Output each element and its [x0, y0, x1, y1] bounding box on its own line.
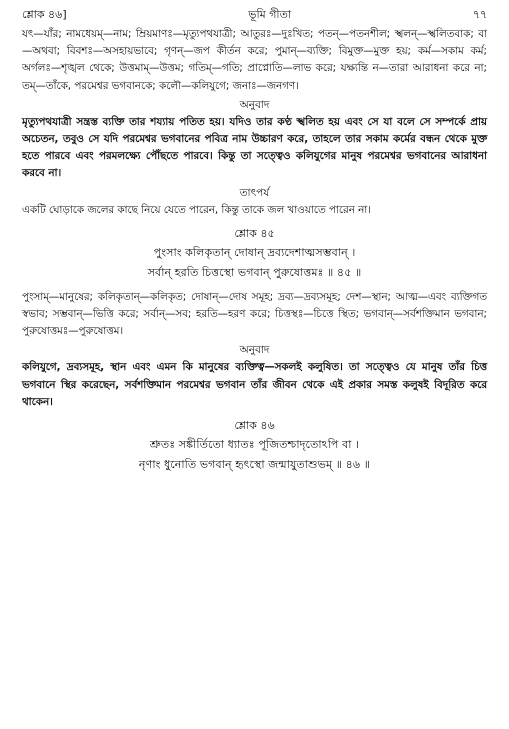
verse-46-line-1: শ্রুতঃ সঙ্কীর্তিতো ধ্যাতঃ পূজিতশ্চাদৃতোঽপি বা । — [149, 438, 360, 452]
translation-heading: অনুবাদ — [239, 98, 270, 111]
synonyms-paragraph-45: পুংসাম্—মানুষের; কলিকৃতান্—কলিকৃত; দোষান্—দোষ সমূহ; দ্রব্য—দ্রব্যসমূহ; দেশ—স্থান; আত্ম—এবং ব্যক্তিগত স্বভাব; সম্ভবান্—ভিত্তি করে; সর্বান্—সব; হরতি—হরণ করে; চিত্তস্থঃ—চিত্তে স্থিত; ভগবান্—সর্বশক্তিমান ভগবান; পুরুষোত্তমঃ—পুরুষোত্তম। — [22, 290, 487, 338]
translation-paragraph-45: কলিযুগে, দ্রব্যসমূহ, স্থান এবং এমন কি মানুষের ব্যক্তিত্ব—সকলই কলুষিত। তা সত্ত্বেও যে মানুষ তাঁর চিত্ত ভগবানে স্থির করেছেন, সর্বশক্তিমান পরমেশ্বর ভগবান তাঁর জীবন থেকে এই প্রকার সমস্ত কলুষই বিদূরিত করে থাকেন। — [22, 361, 487, 408]
header-verse-ref: শ্লোক ৪৬] — [22, 8, 67, 21]
page-header — [22, 4, 487, 26]
purport-paragraph: একটি ঘোড়াকে জলের কাছে নিয়ে যেতে পারেন, কিন্তু তাকে জল খাওয়াতে পারেন না। — [22, 203, 371, 216]
verse-45-line-2: সর্বান্ হরতি চিত্তস্থো ভগবান্ পুরুষোত্তমঃ ॥ ৪৫ ॥ — [147, 265, 362, 279]
verse-45-line-1: পুংসাং কলিকৃতান্ দোষান্ দ্রব্যদেশাত্মসম্ভবান্ । — [153, 245, 356, 259]
verse-46-line-2: নৃণাং ধুনোতি ভগবান্ হৃৎস্থো জন্মাযুতাশুভম্ ॥ ৪৬ ॥ — [138, 458, 371, 472]
page-number: ৭৭ — [472, 8, 487, 21]
verse-45-heading: শ্লোক ৪৫ — [234, 226, 275, 240]
purport-heading: তাৎপর্য — [239, 186, 270, 199]
translation-paragraph-44: মৃত্যুপথযাত্রী সন্ত্রস্ত ব্যক্তি তার শয্যায় পতিত হয়। যদিও তার কণ্ঠ স্খলিত হয় এবং সে যা বলে সে সম্পর্কে প্রায় অচেতন, তবুও সে যদি পরমেশ্বর ভগবানের পবিত্র নাম উচ্চারণ করে, তাহলে তার সকাম কর্মের বন্ধন থেকে মুক্ত হতে পারবে এবং পরমলক্ষ্যে পৌঁছতে পারবে। কিন্তু তা সত্ত্বেও কলিযুগের মানুষ পরমেশ্বর ভগবানের আরাধনা করবে না। — [22, 115, 487, 180]
verse-46-heading: শ্লোক ৪৬ — [234, 419, 275, 433]
synonyms-paragraph-44: যৎ—যাঁর; নামধেয়ম্—নাম; ম্রিয়মাণঃ—মৃত্যুপথযাত্রী; আতুরঃ—দুঃখিত; পতন্—পতনশীল; স্খলন্—স্খলিতবাক; বা—অথবা; বিবশঃ—অসহায়ভাবে; গৃণন্—জপ কীর্তন করে; পুমান্—ব্যক্তি; বিমুক্ত—মুক্ত হয়; কর্ম—সকাম কর্ম; অর্গলঃ—শৃঙ্খল থেকে; উত্তমাম্—উত্তম; গতিম্—গতি; প্রাপ্নোতি—লাভ করে; যক্ষ্যন্তি ন—তারা আরাধনা করে না; তম্—তাঁকে, পরমেশ্বর ভগবানকে; কলৌ—কলিযুগে; জনাঃ—জনগণ। — [22, 28, 487, 92]
header-title: ভূমি গীতা — [248, 8, 292, 21]
translation-heading-2: অনুবাদ — [239, 344, 270, 357]
